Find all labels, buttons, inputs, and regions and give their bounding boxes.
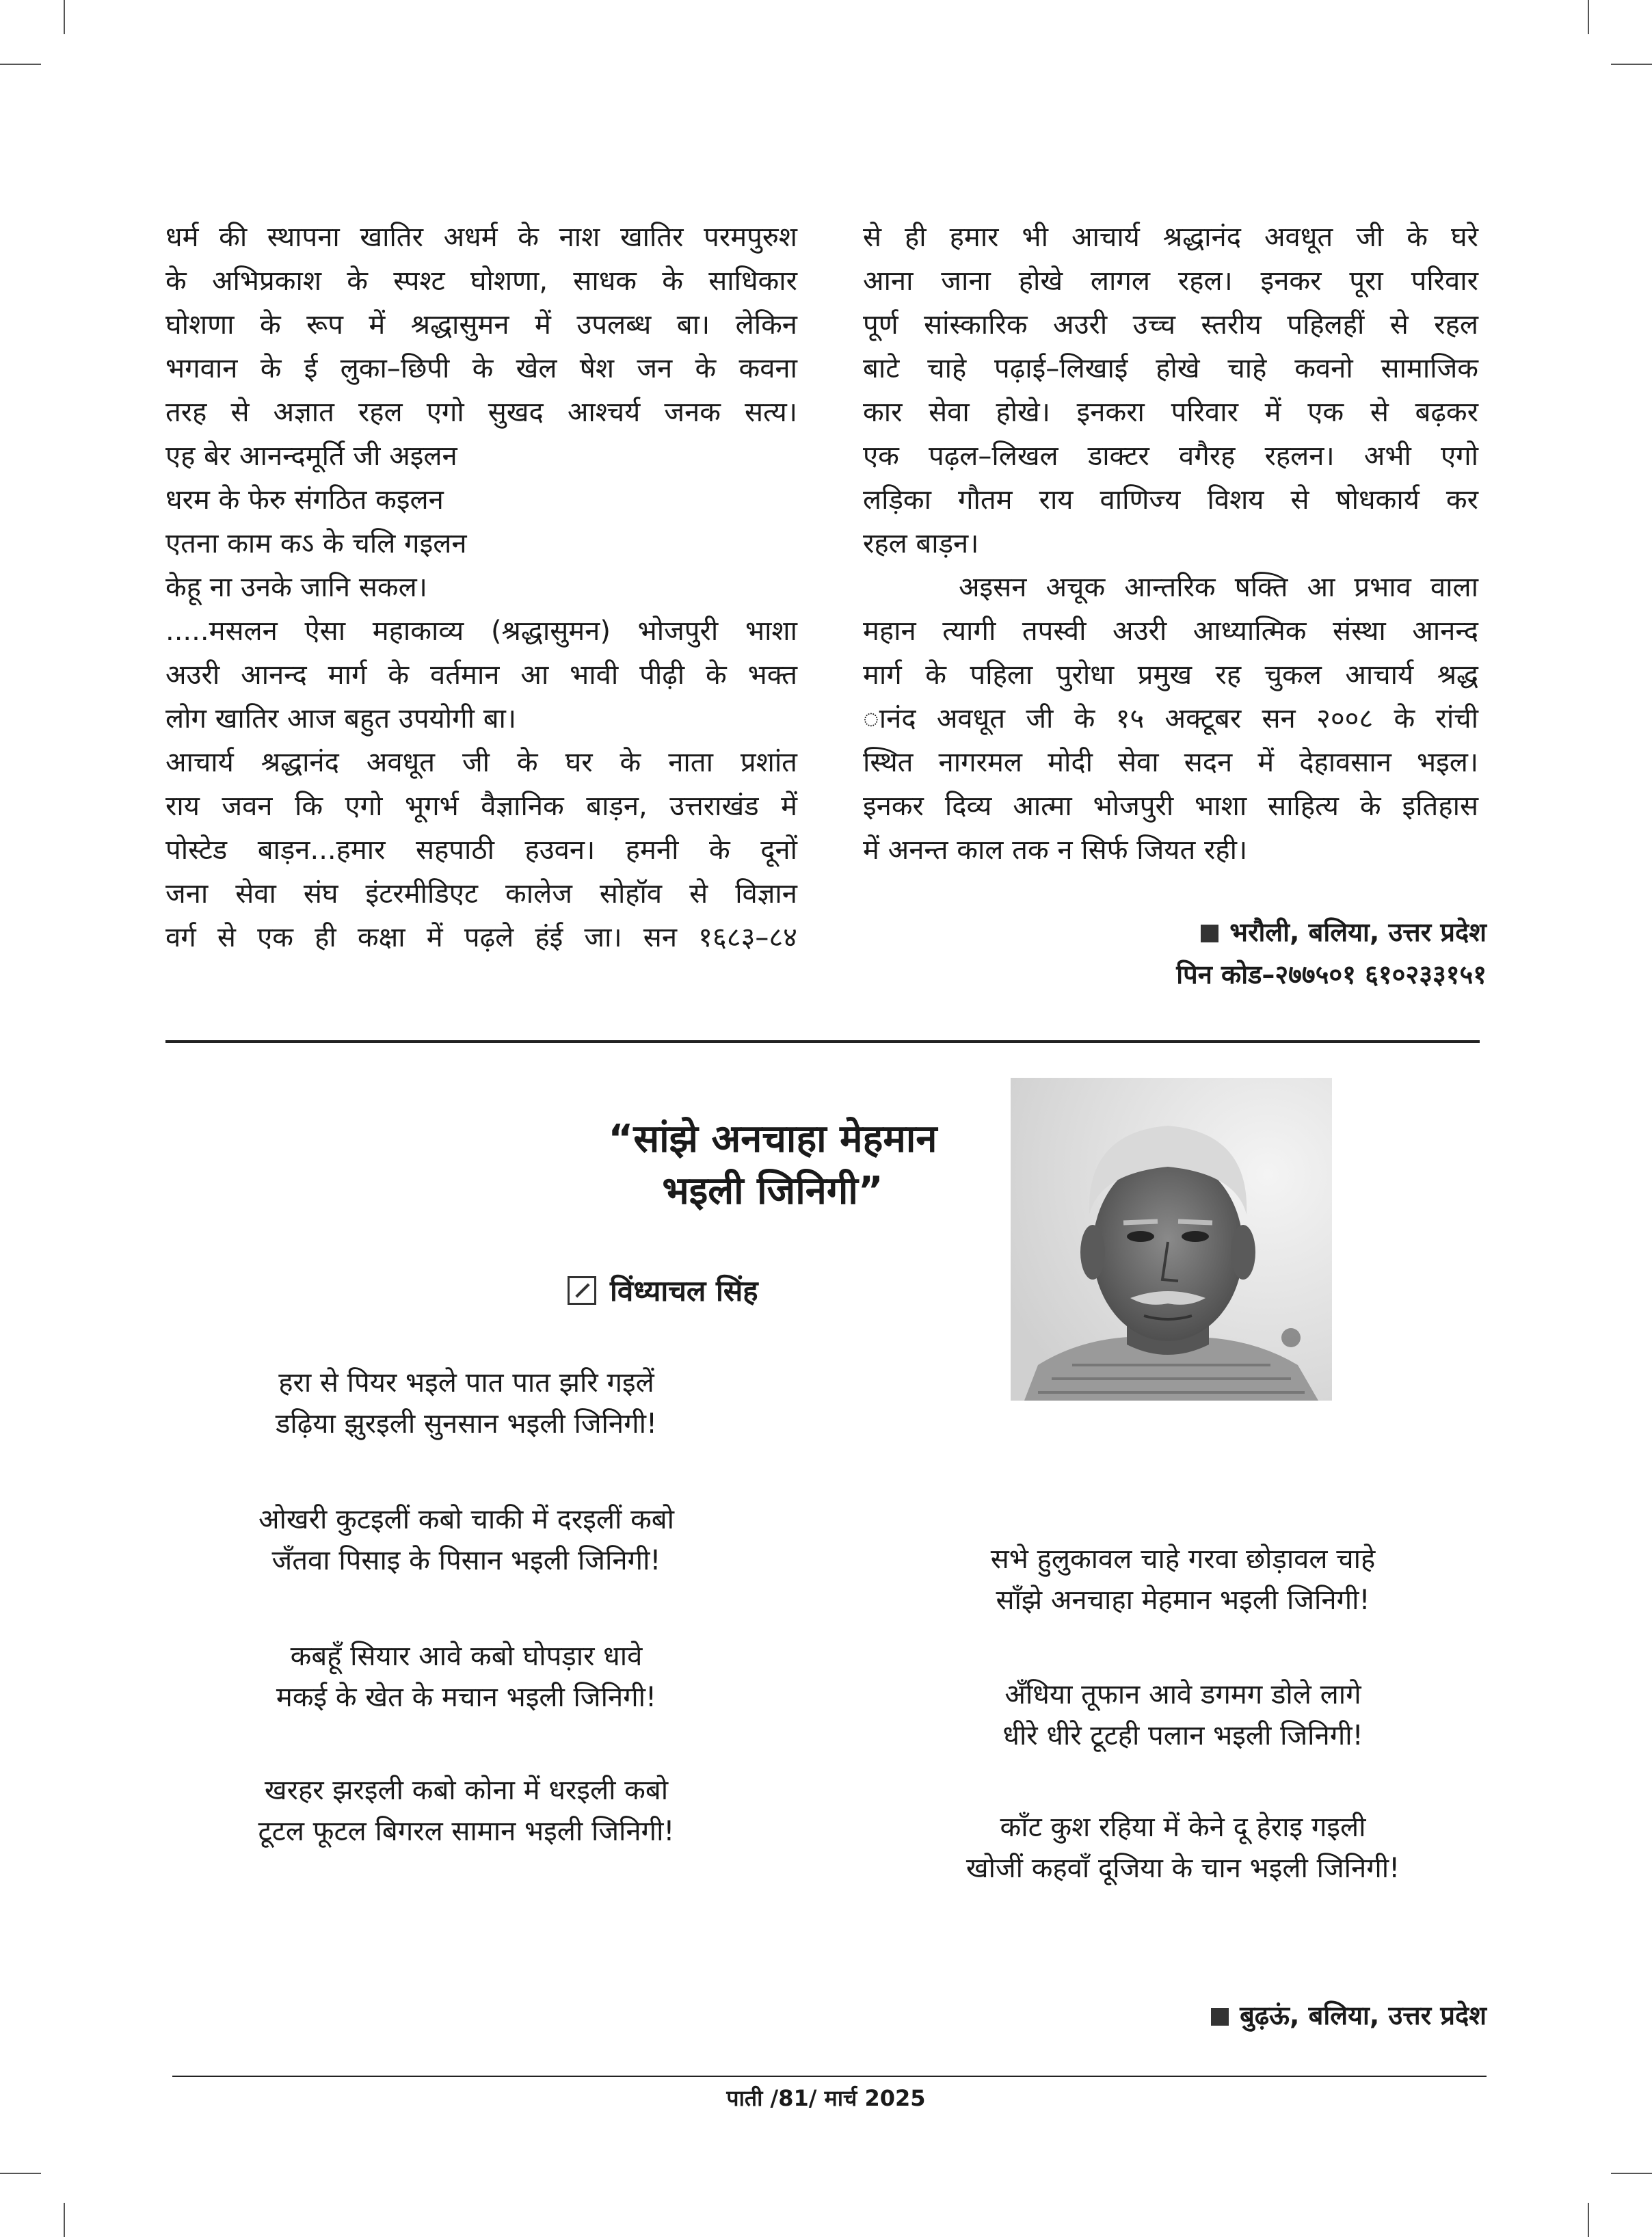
crop-mark (0, 64, 41, 65)
text-line: स्थित नागरमल मोदी सेवा सदन में देहावसान भइल। (863, 747, 1478, 778)
crop-mark (1611, 64, 1652, 65)
address-line: भरौली, बलिया, उत्तर प्रदेश (1229, 917, 1487, 947)
poem-line: टूटल फूटल बिगरल सामान भइली जिनिगी! (258, 1816, 675, 1847)
poem-line: जँतवा पिसाइ के पिसान भइली जिनिगी! (271, 1545, 661, 1576)
text-line: मार्ग के पहिला पुरोधा प्रमुख रह चुकल आचार्य श्रद्ध (863, 659, 1478, 691)
text-line: में अनन्त काल तक न सिर्फ जियत रही। (863, 834, 1248, 866)
footer-divider (172, 2076, 1487, 2077)
pin-code-line: पिन कोड–२७७५०१ ६१०२३३१५१ (1176, 959, 1487, 990)
paragraph-4 (863, 215, 1478, 566)
poem-line: खरहर झरइली कबो कोना में धरइली कबो (264, 1775, 669, 1806)
author-photo (1011, 1078, 1332, 1401)
text-line: लड़िका गौतम राय वाणिज्य विशय से षोधकार्य कर (863, 484, 1478, 516)
poem-stanza (889, 1674, 1477, 1756)
text-line: आना जाना होखे लागल रहल। इनकर पूरा परिवार (863, 265, 1478, 297)
poem-stanza (172, 1636, 760, 1718)
article-address (1176, 911, 1487, 996)
text-line: लोग खातिर आज बहुत उपयोगी बा। (165, 703, 517, 734)
paragraph-2 (165, 609, 797, 741)
square-bullet-icon (1211, 2008, 1229, 2026)
text-line: महान त्यागी तपस्वी अउरी आध्यात्मिक संस्था आनन्द (863, 615, 1478, 647)
poem-line: कबहूँ सियार आवे कबो घोपड़ार धावे (290, 1641, 643, 1672)
poem-line: ओखरी कुटइलीं कबो चाकी में दरइलीं कबो (258, 1504, 674, 1535)
text-line: बाटे चाहे पढ़ाई–लिखाई होखे चाहे कवनो सामाजिक (863, 353, 1478, 384)
text-line: भगवान के ई लुका–छिपी के खेल षेश जन के कवना (165, 353, 797, 384)
crop-mark (1588, 0, 1589, 34)
right-article-column (863, 215, 1478, 872)
paragraph-3 (165, 741, 797, 959)
address-line: बुढ़ऊं, बलिया, उत्तर प्रदेश (1240, 2000, 1487, 2030)
paragraph-1 (165, 215, 797, 434)
poem-author (568, 1271, 758, 1310)
text-line: आचार्य श्रद्धानंद अवधूत जी के घर के नाता प्रशांत (165, 747, 797, 778)
crop-mark (1588, 2203, 1589, 2237)
poem-line: मकई के खेत के मचान भइली जिनिगी! (276, 1682, 657, 1713)
text-line: घोशणा के रूप में श्रद्धासुमन में उपलब्ध बा। लेकिन (165, 309, 797, 341)
square-bullet-icon (1201, 925, 1218, 942)
poem-title-line: भइली जिनिगी” (662, 1169, 883, 1213)
text-line: पूर्ण सांस्कारिक अउरी उच्च स्तरीय पहिलहीं से रहल (863, 309, 1478, 341)
verse-line: धरम के फेरु संगठित कइलन (165, 484, 444, 516)
text-line: रहल बाड़न। (863, 528, 979, 559)
text-line: अइसन अचूक आन्तरिक षक्ति आ प्रभाव वाला (959, 572, 1478, 603)
text-line: धर्म की स्थापना खातिर अधर्म के नाश खातिर परमपुरुश (165, 222, 797, 253)
text-line: वर्ग से एक ही कक्षा में पढ़ले हंई जा। सन १६८३–८४ (165, 922, 797, 953)
poem-address (1211, 1994, 1487, 2037)
crop-mark (64, 0, 65, 34)
verse-block (165, 434, 797, 609)
text-line: एक पढ़ल–लिखल डाक्टर वगैरह रहलन। अभी एगो (863, 440, 1478, 472)
poem-line: सभे हुलुकावल चाहे गरवा छोड़ावल चाहे (990, 1544, 1376, 1575)
verse-line: एतना काम कऽ के चलि गइलन (165, 528, 467, 559)
portrait-photo-icon (1011, 1078, 1332, 1401)
poem-line: धीरे धीरे टूटही पलान भइली जिनिगी! (1002, 1720, 1363, 1751)
verse-line: एह बेर आनन्दमूर्ति जी अइलन (165, 440, 457, 472)
text-line: पोस्टेड बाड़न...हमार सहपाठी हउवन। हमनी के दूनों (165, 834, 797, 866)
poem-line: खोजीं कहवाँ दूजिया के चान भइली जिनिगी! (965, 1853, 1400, 1884)
poem-line: अँधिया तूफान आवे डगमग डोले लागे (1004, 1679, 1361, 1710)
poem-line: साँझे अनचाहा मेहमान भइली जिनिगी! (996, 1585, 1370, 1616)
poem-stanza (172, 1499, 760, 1581)
poem-line: डढ़िया झुरइली सुनसान भइली जिनिगी! (275, 1408, 657, 1440)
section-divider (165, 1040, 1480, 1043)
poem-stanza (889, 1539, 1477, 1621)
text-line: तरह से अज्ञात रहल एगो सुखद आश्चर्य जनक सत्य। (165, 397, 797, 428)
text-line: से ही हमार भी आचार्य श्रद्धानंद अवधूत जी के घरे (863, 222, 1478, 253)
left-article-column (165, 215, 797, 959)
verse-line: केहू ना उनके जानि सकल। (165, 572, 427, 603)
text-line: जना सेवा संघ इंटरमीडिएट कालेज सोहॉव से विज्ञान (165, 878, 797, 910)
page-footer: पाती /81/ मार्च 2025 (726, 2085, 926, 2111)
poem-stanza (172, 1362, 760, 1444)
poem-title-line: “सांझे अनचाहा मेहमान (608, 1117, 937, 1161)
text-line: के अभिप्रकाश के स्पश्ट घोशणा, साधक के साधिकार (165, 265, 797, 297)
paragraph-5 (863, 566, 1478, 872)
poem-stanza (889, 1807, 1477, 1889)
poem-line: काँट कुश रहिया में केने दू हेराइ गइली (1000, 1812, 1366, 1843)
text-line: कार सेवा होखे। इनकरा परिवार में एक से बढ़कर (863, 397, 1478, 428)
crop-mark (0, 2173, 41, 2174)
text-line: राय जवन कि एगो भूगर्भ वैज्ञानिक बाड़न, उत्तराखंड में (165, 791, 797, 822)
text-line: अउरी आनन्द मार्ग के वर्तमान आ भावी पीढ़ी के भक्त (165, 659, 797, 691)
poem-line: हरा से पियर भइले पात पात झरि गइलें (278, 1367, 654, 1399)
author-name: विंध्याचल सिंह (610, 1274, 758, 1308)
poem-stanza (172, 1770, 760, 1852)
text-line: .....मसलन ऐसा महाकाव्य (श्रद्धासुमन) भोजपुरी भाशा (165, 615, 797, 647)
crop-mark (1611, 2173, 1652, 2174)
crop-mark (64, 2203, 65, 2237)
text-line: ानंद अवधूत जी के १५ अक्टूबर सन २००८ के रांची (863, 703, 1478, 734)
pen-icon (568, 1276, 596, 1305)
text-line: इनकर दिव्य आत्मा भोजपुरी भाशा साहित्य के इतिहास (863, 791, 1478, 822)
